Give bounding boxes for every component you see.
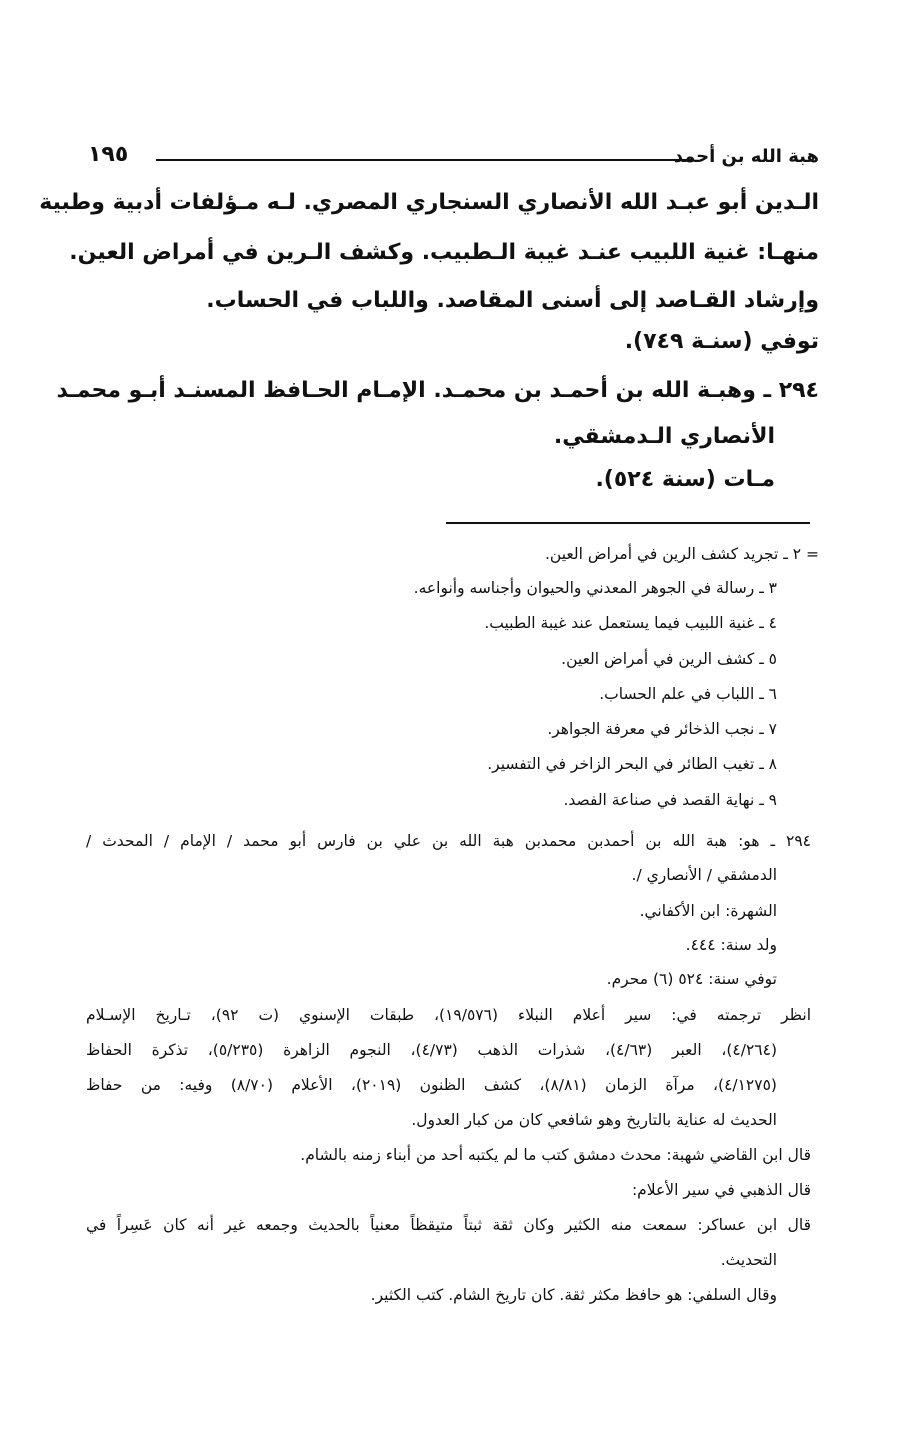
- footnote-line: وقال السلفي: هو حافظ مكثر ثقة. كان تاريخ الشام. كتب الكثير.: [370, 1286, 777, 1304]
- main-text-line: الأنصاري الـدمشقي.: [553, 424, 775, 449]
- footnote-line: التحديث.: [720, 1251, 777, 1269]
- footnote-line: = ٢ ـ تجريد كشف الرين في أمراض العين.: [545, 545, 819, 563]
- footnote-entry-heading: ٢٩٤ ـ هو: هبة الله بن أحمدبن محمدبن هبة الله بن علي بن فارس أبو محمد / الإمام / المحدث /: [86, 832, 811, 850]
- main-text-line: وإرشاد القـاصد إلى أسنى المقاصد. واللباب في الحساب.: [206, 288, 819, 313]
- footnote-line: ٨ ـ تغيب الطائر في البحر الزاخر في التفسير.: [487, 755, 777, 773]
- main-text-line: توفي (سنـة ٧٤٩).: [624, 329, 819, 354]
- footnote-line: توفي سنة: ٥٢٤ (٦) محرم.: [606, 970, 777, 988]
- footnote-separator: [446, 522, 810, 524]
- footnote-line: ٩ ـ نهاية القصد في صناعة الفصد.: [563, 791, 777, 809]
- running-title: هبة الله بن أحمد: [673, 146, 819, 167]
- footnote-line: ٦ ـ اللباب في علم الحساب.: [599, 685, 777, 703]
- footnote-line: قال الذهبي في سير الأعلام:: [631, 1181, 811, 1199]
- main-text-line: مـات (سنة ٥٢٤).: [595, 467, 775, 492]
- footnote-line: الدمشقي / الأنصاري /.: [631, 866, 777, 884]
- footnote-line: ٧ ـ نجب الذخائر في معرفة الجواهر.: [547, 720, 777, 738]
- main-text-line: منهـا: غنية اللبيب عنـد غيبة الـطبيب. وكشف الـرين في أمراض العين.: [69, 240, 819, 265]
- footnote-line: ٣ ـ رسالة في الجوهر المعدني والحيوان وأجناسه وأنواعه.: [413, 579, 777, 597]
- footnote-line: ولد سنة: ٤٤٤.: [685, 936, 777, 954]
- footnote-line: قال ابن عساكر: سمعت منه الكثير وكان ثقة ثبتاً متيقظاً معنياً بالحديث وجمعه غير أنه كان عَسِراً في: [86, 1216, 811, 1234]
- footnote-line: ٥ ـ كشف الرين في أمراض العين.: [561, 650, 777, 668]
- main-text-line: الـدين أبو عبـد الله الأنصاري السنجاري المصري. لـه مـؤلفات أدبية وطبية: [39, 190, 819, 215]
- footnote-line: انظر ترجمته في: سير أعلام النبلاء (١٩/٥٧٦)، طبقات الإسنوي (ت ٩٢)، تـاريخ الإسـلام: [86, 1006, 811, 1024]
- footnote-line: (٤/١٢٧٥)، مرآة الزمان (٨/٨١)، كشف الظنون (٢٠١٩)، الأعلام (٨/٧٠) وفيه: من حفاظ: [86, 1076, 777, 1094]
- footnote-line: ٤ ـ غنية اللبيب فيما يستعمل عند غيبة الطبيب.: [484, 614, 777, 632]
- footnote-line: قال ابن القاضي شهبة: محدث دمشق كتب ما لم يكتبه أحد من أبناء زمنه بالشام.: [300, 1146, 811, 1164]
- page-number: ١٩٥: [88, 142, 129, 167]
- page-header: [88, 142, 819, 178]
- footnote-line: الحديث له عناية بالتاريخ وهو شافعي كان من كبار العدول.: [411, 1111, 777, 1129]
- footnote-line: (٤/٢٦٤)، العبر (٤/٦٣)، شذرات الذهب (٤/٧٣)، النجوم الزاهرة (٥/٢٣٥)، تذكرة الحفاظ: [86, 1041, 778, 1059]
- header-rule: [156, 159, 691, 161]
- footnote-line: الشهرة: ابن الأكفاني.: [639, 902, 777, 920]
- biography-entry-heading: ٢٩٤ ـ وهبـة الله بن أحمـد بن محمـد. الإمـام الحـافظ المسنـد أبـو محمـد: [56, 378, 819, 403]
